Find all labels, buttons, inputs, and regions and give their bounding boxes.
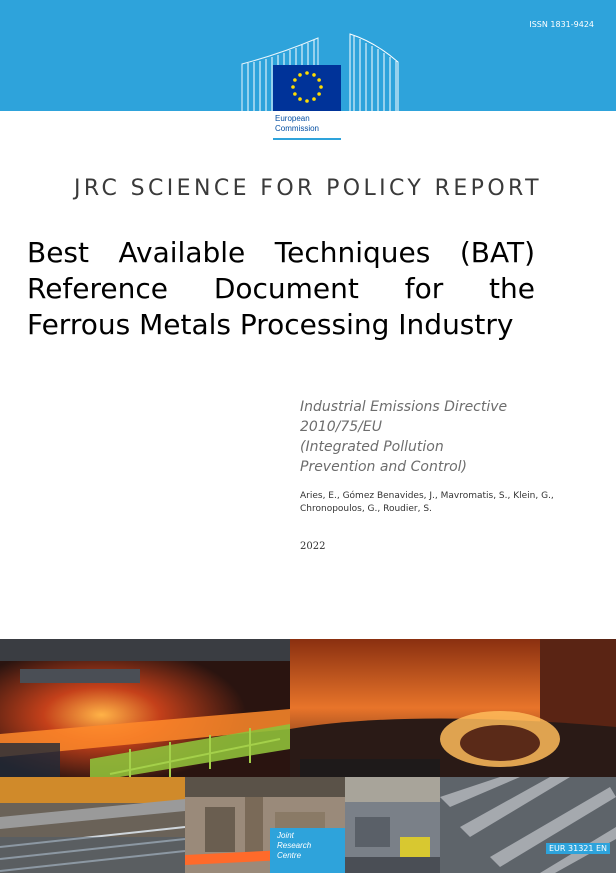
subtitle-line3: (Integrated Pollution bbox=[300, 439, 444, 455]
ec-wordmark-underline bbox=[273, 138, 341, 140]
jrc-line3: Centre bbox=[277, 851, 302, 860]
issn-number: ISSN 1831-9424 bbox=[529, 20, 594, 29]
jrc-line2: Research bbox=[277, 841, 312, 850]
hot-coil-photo bbox=[290, 639, 616, 777]
subtitle-line1: Industrial Emissions Directive bbox=[300, 399, 508, 415]
subtitle-line4: Prevention and Control) bbox=[300, 459, 468, 475]
eur-number: EUR 31321 EN bbox=[546, 843, 610, 854]
ec-wordmark bbox=[275, 114, 341, 134]
jrc-line1: Joint bbox=[277, 831, 294, 840]
report-series: JRC SCIENCE FOR POLICY REPORT bbox=[74, 176, 542, 201]
ec-wordmark-line2: Commission bbox=[275, 124, 320, 133]
authors bbox=[300, 490, 560, 516]
report-title: Best Available Techniques (BAT) Reference Document for the Ferrous Metals Processing Industry bbox=[27, 236, 535, 341]
report-subtitle bbox=[300, 397, 520, 477]
steel-sheets-photo bbox=[440, 777, 616, 873]
rolling-mill-photo bbox=[0, 777, 185, 873]
jrc-logo-text bbox=[277, 831, 337, 861]
ec-wordmark-line1: European bbox=[275, 114, 310, 123]
factory-floor-photo bbox=[345, 777, 440, 873]
subtitle-line2: 2010/75/EU bbox=[300, 419, 382, 435]
authors-line1: Aries, E., Gómez Benavides, J., Mavromatis, S., Klein, G., bbox=[300, 491, 554, 501]
steel-mill-photo bbox=[0, 639, 290, 777]
authors-line2: Chronopoulos, G., Roudier, S. bbox=[300, 504, 432, 514]
publication-year: 2022 bbox=[300, 541, 326, 552]
